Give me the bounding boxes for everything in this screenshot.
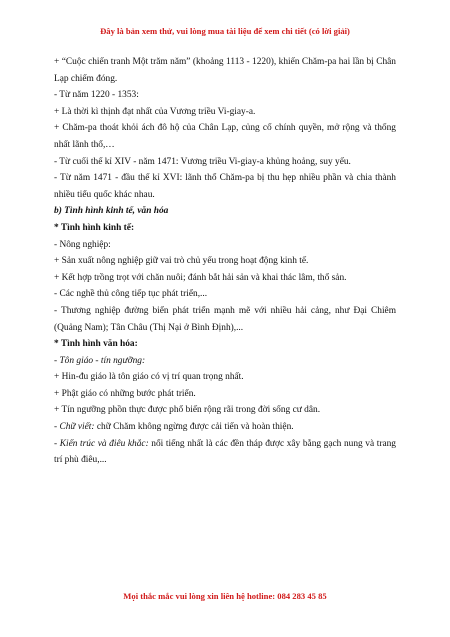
paragraph: + Phật giáo có những bước phát triển. bbox=[54, 388, 196, 399]
paragraph: + Kết hợp trồng trọt với chăn nuôi; đánh bắt hải sản và khai thác lâm, thổ sản. bbox=[54, 272, 347, 283]
subsection-heading: * Tình hình kinh tế: bbox=[54, 222, 135, 233]
paragraph: + Tín ngưỡng phồn thực được phổ biến rộng rãi trong đời sống cư dân. bbox=[54, 405, 321, 416]
preview-notice-banner: Đây là bản xem thử, vui lòng mua tài liệu để xem chi tiết (có lời giải) bbox=[100, 26, 350, 36]
paragraph: + Hin-đu giáo là tôn giáo có vị trí quan trọng nhất. bbox=[54, 372, 244, 383]
hotline-notice-banner: Mọi thắc mắc vui lòng xin liên hệ hotline: 084 283 45 85 bbox=[123, 591, 327, 601]
paragraph: - Thương nghiệp đường biển phát triển mạnh mẽ với nhiều hải cảng, như Đại Chiêm (Quảng Nam); Tân Châu (Thị Nại ở Bình Định),... bbox=[54, 305, 396, 333]
inline-text: nổi tiếng nhất là các đền tháp được xây bằng gạch nung và trang trí phù điêu,... bbox=[54, 438, 396, 466]
inline-label: - Chữ viết: bbox=[54, 422, 95, 433]
paragraph: + Chăm-pa thoát khỏi ách đô hộ của Chân Lạp, củng cố chính quyền, mở rộng và thống nhất lãnh thổ,… bbox=[54, 123, 396, 150]
section-heading: b) Tình hình kinh tế, văn hóa bbox=[54, 206, 169, 217]
paragraph bbox=[54, 436, 396, 469]
paragraph: + Sản xuất nông nghiệp giữ vai trò chủ yếu trong hoạt động kinh tế. bbox=[54, 256, 309, 267]
paragraph bbox=[54, 419, 396, 436]
paragraph: - Từ năm 1471 - đầu thế kỉ XVI: lãnh thổ Chăm-pa bị thu hẹp nhiều phần và chia thành nhiều tiểu quốc khác nhau. bbox=[54, 173, 396, 200]
paragraph: - Các nghề thủ công tiếp tục phát triển,... bbox=[54, 289, 208, 300]
inline-label: - Kiến trúc và điêu khắc: bbox=[54, 438, 149, 449]
paragraph: - Từ năm 1220 - 1353: bbox=[54, 90, 139, 101]
subsection-heading: * Tình hình văn hóa: bbox=[54, 339, 138, 350]
paragraph: - Tôn giáo - tín ngưỡng: bbox=[54, 355, 146, 366]
inline-text: chữ Chăm không ngừng được cải tiến và hoàn thiện. bbox=[94, 422, 294, 433]
paragraph: + Là thời kì thịnh đạt nhất của Vương triều Vi-giay-a. bbox=[54, 106, 256, 117]
document-body bbox=[54, 54, 396, 469]
paragraph: + “Cuộc chiến tranh Một trăm năm” (khoảng 1113 - 1220), khiến Chăm-pa hai lần bị Chân Lạp chiếm đóng. bbox=[54, 57, 396, 84]
paragraph: - Nông nghiệp: bbox=[54, 239, 111, 250]
paragraph: - Từ cuối thế kỉ XIV - năm 1471: Vương triều Vi-giay-a khủng hoảng, suy yếu. bbox=[54, 156, 351, 167]
